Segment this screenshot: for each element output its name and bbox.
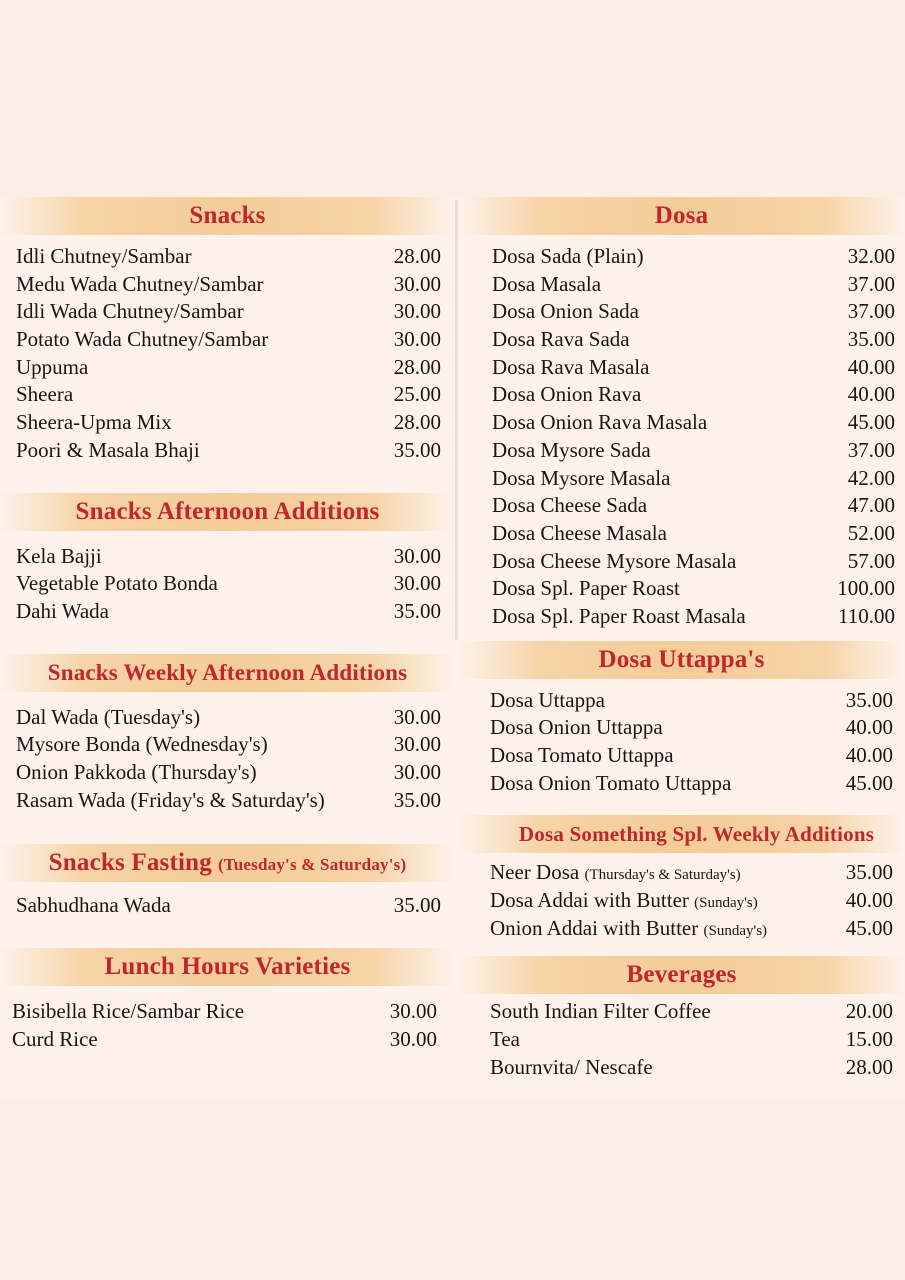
section-title: Snacks Afternoon Additions [0, 493, 455, 531]
menu-item: Poori & Masala Bhaji 35.00 [16, 437, 441, 462]
menu-item: Dosa Onion Uttappa 40.00 [490, 715, 893, 740]
menu-item: Onion Addai with Butter (Sunday's) 45.00 [490, 915, 893, 940]
menu-item: Mysore Bonda (Wednesday's) 30.00 [16, 732, 441, 757]
menu-item: Sheera-Upma Mix 28.00 [16, 410, 441, 435]
menu-item: Dosa Sada (Plain) 32.00 [492, 244, 895, 268]
menu-item: Rasam Wada (Friday's & Saturday's) 35.00 [16, 787, 441, 812]
section-title: Dosa Uttappa's [458, 641, 905, 679]
menu-item: Dosa Cheese Mysore Masala 57.00 [492, 548, 895, 573]
menu-item: Dosa Spl. Paper Roast Masala 110.00 [492, 603, 895, 628]
menu-item: Onion Pakkoda (Thursday's) 30.00 [16, 759, 441, 784]
menu-item: Dosa Mysore Sada 37.00 [492, 437, 895, 462]
section-title [0, 844, 455, 882]
menu-item: Neer Dosa (Thursday's & Saturday's) 35.00 [490, 860, 893, 885]
menu-item: Dosa Onion Tomato Uttappa 45.00 [490, 770, 893, 795]
menu-item: Dosa Tomato Uttappa 40.00 [490, 743, 893, 767]
menu-column-right [458, 197, 905, 1082]
section-title: Dosa Something Spl. Weekly Additions [458, 815, 905, 853]
menu-item: Bisibella Rice/Sambar Rice 30.00 [12, 999, 437, 1023]
section-dosa-uttappa [458, 641, 905, 798]
menu-item: Idli Chutney/Sambar 28.00 [16, 244, 441, 268]
menu-item: Dosa Rava Masala 40.00 [492, 354, 895, 379]
menu-item: Sheera 25.00 [16, 382, 441, 407]
menu-item: Tea 15.00 [490, 1027, 893, 1052]
menu-column-left [0, 197, 455, 1053]
menu-item: Dosa Onion Sada 37.00 [492, 299, 895, 324]
menu-item: Dosa Spl. Paper Roast 100.00 [492, 576, 895, 601]
section-title: Dosa [458, 197, 905, 235]
section-snacks-afternoon [0, 493, 455, 626]
section-snacks-fasting [0, 844, 455, 920]
menu-item: Dosa Cheese Masala 52.00 [492, 520, 895, 545]
section-dosa [458, 197, 905, 631]
section-beverages [458, 956, 905, 1081]
section-title: Lunch Hours Varieties [0, 948, 455, 986]
menu-item: Dosa Mysore Masala 42.00 [492, 465, 895, 490]
menu-item: Dahi Wada 35.00 [16, 598, 441, 623]
section-snacks [0, 197, 455, 465]
menu-item: Vegetable Potato Bonda 30.00 [16, 571, 441, 596]
section-title: Beverages [458, 956, 905, 994]
section-dosa-weekly [458, 815, 905, 942]
menu-item: Dal Wada (Tuesday's) 30.00 [16, 704, 441, 729]
menu-item: Kela Bajji 30.00 [16, 543, 441, 568]
section-snacks-weekly [0, 654, 455, 815]
menu-item: Dosa Rava Sada 35.00 [492, 327, 895, 352]
section-title: Snacks [0, 197, 455, 235]
section-lunch [0, 948, 455, 1053]
menu-item: Dosa Masala 37.00 [492, 271, 895, 296]
menu-item: South Indian Filter Coffee 20.00 [490, 999, 893, 1024]
section-title-note: (Tuesday's & Saturday's) [217, 855, 407, 875]
section-title: Snacks Weekly Afternoon Additions [0, 654, 455, 692]
menu-item: Sabhudhana Wada 35.00 [16, 893, 441, 918]
menu-item: Medu Wada Chutney/Sambar 30.00 [16, 271, 441, 296]
menu-item: Bournvita/ Nescafe 28.00 [490, 1054, 893, 1079]
menu-item: Dosa Onion Rava Masala 45.00 [492, 410, 895, 435]
section-title-main: Snacks Fasting [48, 849, 212, 877]
menu-item: Uppuma 28.00 [16, 354, 441, 379]
menu-item: Dosa Cheese Sada 47.00 [492, 493, 895, 518]
menu-item: Dosa Addai with Butter (Sunday's) 40.00 [490, 888, 893, 913]
menu-item: Dosa Onion Rava 40.00 [492, 382, 895, 407]
menu-item: Potato Wada Chutney/Sambar 30.00 [16, 327, 441, 352]
menu-item: Dosa Uttappa 35.00 [490, 687, 893, 712]
menu-item: Curd Rice 30.00 [12, 1026, 437, 1051]
menu-item: Idli Wada Chutney/Sambar 30.00 [16, 299, 441, 324]
